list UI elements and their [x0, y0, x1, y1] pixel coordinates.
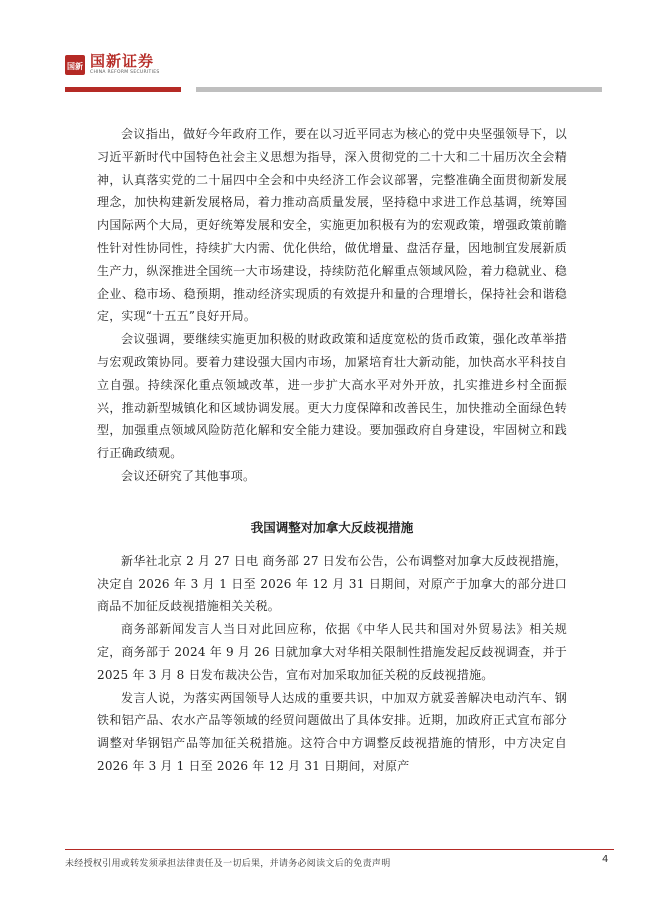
svg-text:国新: 国新	[67, 62, 83, 71]
paragraph: 新华社北京 2 月 27 日电 商务部 27 日发布公告，公布调整对加拿大反歧视措施，决定自 2026 年 3 月 1 日至 2026 年 12 月 31 日期间，对原产于加拿大的部分进口商品不加征反歧视措施相关关税。	[97, 553, 567, 614]
brand-name-cn: 国新证券	[90, 52, 155, 71]
brand-name	[90, 54, 160, 76]
paragraph: 会议还研究了其他事项。	[121, 468, 256, 483]
header-logo	[65, 52, 160, 78]
paragraph: 发言人说，为落实两国领导人达成的重要共识，中加双方就妥善解决电动汽车、钢铁和铝产品、农水产品等领域的经贸问题做出了具体安排。近期，加政府正式宣布部分调整对华钢铝产品等加征关税措施。这符合中方调整反歧视措施的情形，中方决定自 2026 年 3 月 1 日至 2026 年 12 月 31 日期间，对原产	[97, 690, 567, 773]
section-title: 我国调整对加拿大反歧视措施	[250, 519, 414, 535]
paragraph: 商务部新闻发言人当日对此回应称，依据《中华人民共和国对外贸易法》相关规定，商务部于 2024 年 9 月 26 日就加拿大对华相关限制性措施发起反歧视调查，并于 2025 年 3 月 8 日发布裁决公告，宣布对加采取加征关税的反歧视措施。	[97, 622, 567, 682]
footer-divider	[65, 849, 614, 850]
paragraph: 会议指出，做好今年政府工作，要在以习近平同志为核心的党中央坚强领导下，以习近平新时代中国特色社会主义思想为指导，深入贯彻党的二十大和二十届历次全会精神，认真落实党的二十届四中全会和中央经济工作会议部署，完整准确全面贯彻新发展理念，加快构建新发展格局，着力推动高质量发展，坚持稳中求进工作总基调，统筹国内国际两个大局，更好统筹发展和安全，实施更加积极有为的宏观政策，增强政策前瞻性针对性协同性，持续扩大内需、优化供给，做优增量、盘活存量，因地制宜发展新质生产力，纵深推进全国统一大市场建设，持续防范化解重点领域风险，着力稳就业、稳企业、稳市场、稳预期，推动经济实现质的有效提升和量的合理增长，保持社会和谐稳定，实现“十五五”良好开局。	[97, 127, 567, 324]
brand-logo-icon	[65, 55, 85, 75]
paragraph: 会议强调，要继续实施更加积极的财政政策和适度宽松的货币政策，强化改革举措与宏观政策协同。要着力建设强大国内市场，加紧培育壮大新动能，加快高水平科技自立自强。持续深化重点领域改革，进一步扩大高水平对外开放，扎实推进乡村全面振兴，推动新型城镇化和区域协调发展。更大力度保障和改善民生，加快推动全面绿色转型，加强重点领域风险防范化解和安全能力建设。要加强政府自身建设，牢固树立和践行正确政绩观。	[97, 332, 567, 461]
header-accent-bar	[65, 87, 181, 92]
page-number: 4	[602, 854, 609, 865]
document-body	[97, 123, 567, 778]
header-divider-bar	[196, 87, 602, 92]
brand-name-en: CHINA REFORM SECURITIES	[90, 70, 160, 76]
footer-disclaimer: 未经授权引用或转发须承担法律责任及一切后果，并请务必阅读文后的免责声明	[65, 859, 391, 869]
